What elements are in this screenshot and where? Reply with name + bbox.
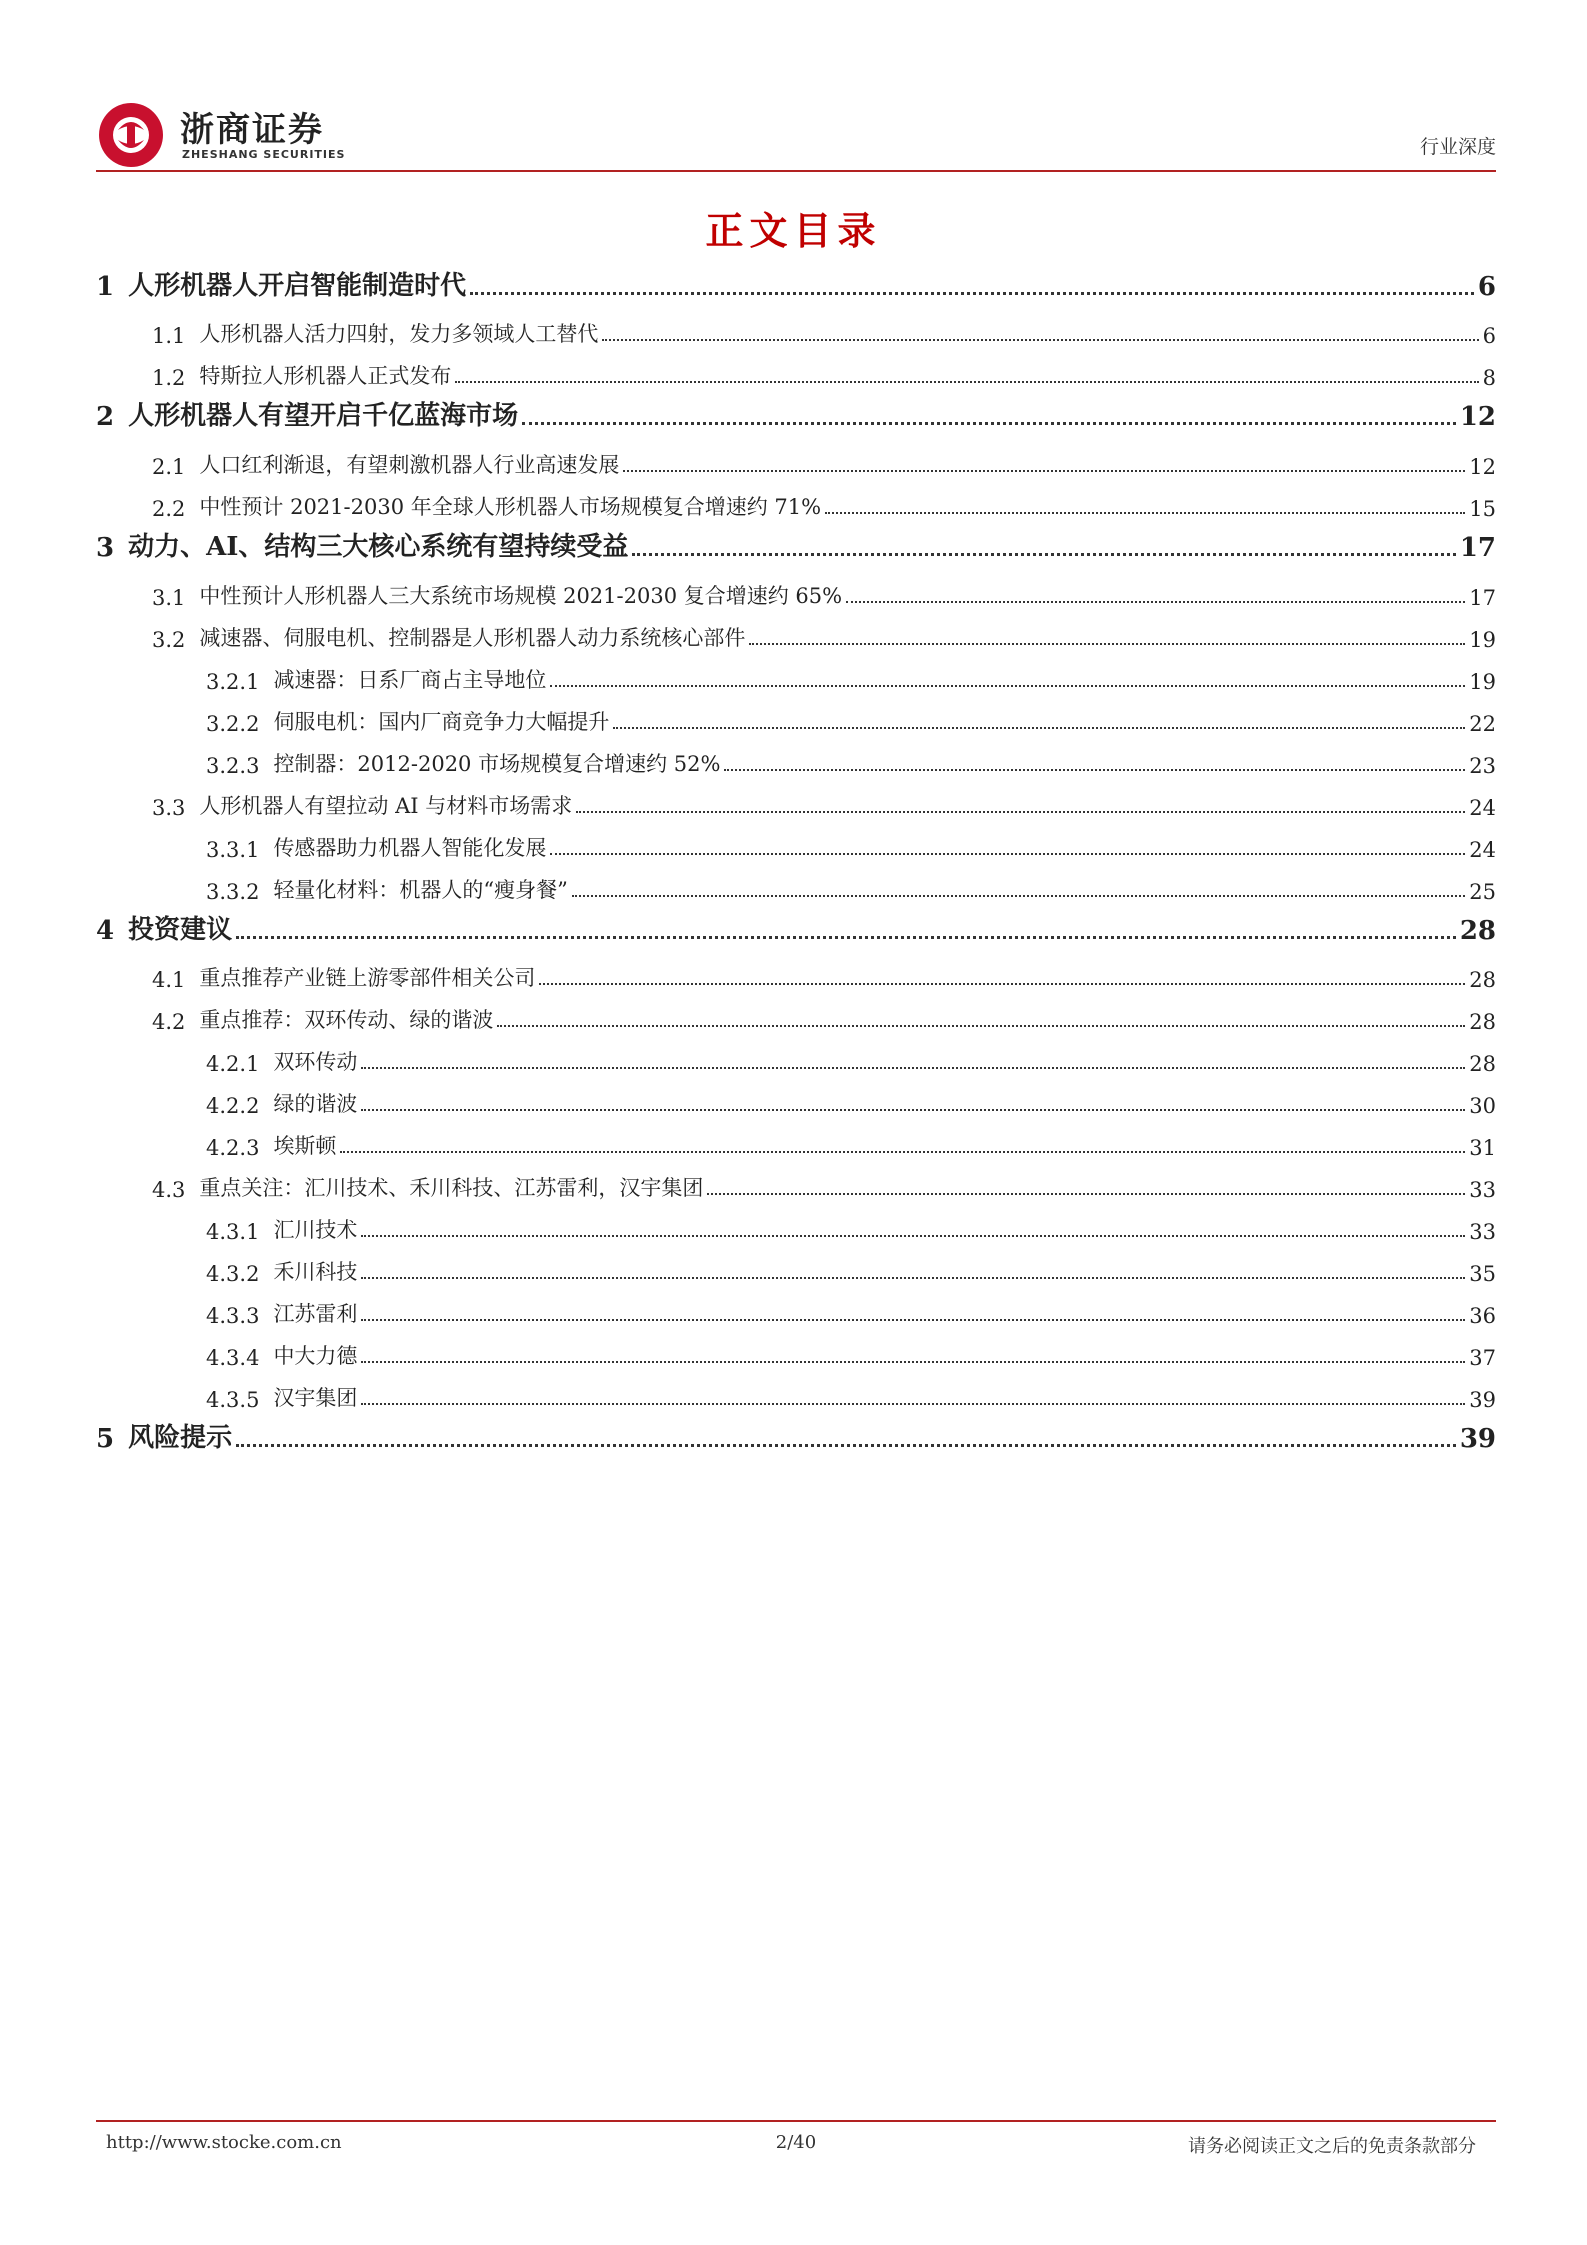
toc-entry-title: 绿的谐波 bbox=[273, 1092, 358, 1116]
toc-entry-number: 4 bbox=[96, 916, 115, 946]
toc-entry-page: 15 bbox=[1469, 497, 1496, 521]
toc-entry-title: 人形机器人开启智能制造时代 bbox=[128, 271, 467, 301]
toc-entry-number: 3.2.2 bbox=[206, 712, 260, 736]
toc-title: 正文目录 bbox=[705, 208, 882, 253]
toc-entry[interactable] bbox=[96, 830, 1496, 862]
toc-entry-title: 减速器、伺服电机、控制器是人形机器人动力系统核心部件 bbox=[199, 626, 746, 650]
toc-entry-number: 1.2 bbox=[152, 366, 186, 390]
toc-entry-number: 3.3.1 bbox=[206, 838, 260, 862]
toc-entry-number: 3.2.1 bbox=[206, 670, 260, 694]
toc-entry[interactable] bbox=[96, 270, 1496, 302]
toc-leader-dots bbox=[340, 1151, 1465, 1153]
toc-leader-dots bbox=[522, 422, 1456, 425]
toc-entry[interactable] bbox=[96, 358, 1496, 390]
toc-entry-page: 12 bbox=[1469, 455, 1496, 479]
toc-entry-number: 5 bbox=[96, 1424, 115, 1454]
toc-entry[interactable] bbox=[96, 1380, 1496, 1412]
toc-entry-page: 39 bbox=[1469, 1388, 1496, 1412]
toc-entry-number: 2.1 bbox=[152, 455, 186, 479]
logo-name-cn: 浙商证券 bbox=[180, 110, 324, 150]
toc-entry-page: 19 bbox=[1469, 628, 1496, 652]
toc-entry-title: 轻量化材料：机器人的“瘦身餐” bbox=[273, 878, 568, 902]
toc-entry[interactable] bbox=[96, 1044, 1496, 1076]
toc-entry-number: 4.3.5 bbox=[206, 1388, 260, 1412]
toc-entry-page: 8 bbox=[1482, 366, 1496, 390]
toc-entry-number: 1.1 bbox=[152, 324, 186, 348]
toc-entry-number: 3.3.2 bbox=[206, 880, 260, 904]
toc-entry-page: 19 bbox=[1469, 670, 1496, 694]
toc-leader-dots bbox=[632, 553, 1455, 556]
toc-entry-number: 3.2.3 bbox=[206, 754, 260, 778]
toc-entry-page: 24 bbox=[1469, 796, 1496, 820]
toc-entry-title: 双环传动 bbox=[273, 1050, 358, 1074]
toc-entry-title: 人形机器人有望开启千亿蓝海市场 bbox=[128, 401, 519, 431]
toc-entry-number: 2 bbox=[96, 402, 115, 432]
toc-entry[interactable] bbox=[96, 1128, 1496, 1160]
toc-entry-page: 31 bbox=[1469, 1136, 1496, 1160]
toc-leader-dots bbox=[602, 339, 1478, 341]
toc-leader-dots bbox=[724, 769, 1465, 771]
toc-entry-page: 28 bbox=[1459, 916, 1496, 946]
zheshang-logo-icon bbox=[96, 100, 166, 170]
toc-leader-dots bbox=[361, 1403, 1465, 1405]
toc-entry-page: 25 bbox=[1469, 880, 1496, 904]
toc-leader-dots bbox=[236, 1444, 1456, 1447]
toc-leader-dots bbox=[497, 1025, 1465, 1027]
toc-entry-number: 1 bbox=[96, 272, 115, 302]
toc-entry-number: 3.1 bbox=[152, 586, 186, 610]
toc-entry[interactable] bbox=[96, 788, 1496, 820]
toc-leader-dots bbox=[572, 895, 1465, 897]
toc-entry-title: 汇川技术 bbox=[273, 1218, 358, 1242]
toc-entry-page: 17 bbox=[1469, 586, 1496, 610]
toc-entry-title: 汉宇集团 bbox=[273, 1386, 358, 1410]
toc-entry[interactable] bbox=[96, 1170, 1496, 1202]
toc-entry-number: 4.3.3 bbox=[206, 1304, 260, 1328]
toc-leader-dots bbox=[361, 1277, 1465, 1279]
toc-entry-page: 39 bbox=[1459, 1424, 1496, 1454]
toc-entry-page: 28 bbox=[1469, 968, 1496, 992]
toc-entry-page: 33 bbox=[1469, 1220, 1496, 1244]
toc-leader-dots bbox=[361, 1235, 1465, 1237]
toc-entry[interactable] bbox=[96, 704, 1496, 736]
toc-entry[interactable] bbox=[96, 1212, 1496, 1244]
toc-entry[interactable] bbox=[96, 1086, 1496, 1118]
toc-leader-dots bbox=[550, 853, 1465, 855]
toc-entry-title: 江苏雷利 bbox=[273, 1302, 358, 1326]
toc-entry-number: 4.3.1 bbox=[206, 1220, 260, 1244]
toc-entry-page: 36 bbox=[1469, 1304, 1496, 1328]
toc-leader-dots bbox=[455, 381, 1478, 383]
toc-entry[interactable] bbox=[96, 662, 1496, 694]
toc-entry-page: 6 bbox=[1482, 324, 1496, 348]
toc-entry[interactable] bbox=[96, 746, 1496, 778]
toc-entry-title: 中性预计 2021-2030 年全球人形机器人市场规模复合增速约 71% bbox=[199, 495, 822, 519]
toc-entry[interactable] bbox=[96, 531, 1496, 563]
toc-leader-dots bbox=[749, 643, 1465, 645]
toc-entry[interactable] bbox=[96, 1422, 1496, 1454]
toc-entry-title: 中性预计人形机器人三大系统市场规模 2021-2030 复合增速约 65% bbox=[199, 584, 843, 608]
toc-leader-dots bbox=[613, 727, 1465, 729]
toc-leader-dots bbox=[236, 936, 1456, 939]
toc-entry-number: 4.2.3 bbox=[206, 1136, 260, 1160]
logo-name-en: ZHESHANG SECURITIES bbox=[182, 148, 346, 161]
toc-entry-title: 禾川科技 bbox=[273, 1260, 358, 1284]
toc-entry-page: 12 bbox=[1459, 402, 1496, 432]
toc-leader-dots bbox=[470, 292, 1474, 295]
toc-entry-page: 30 bbox=[1469, 1094, 1496, 1118]
toc-entry[interactable] bbox=[96, 620, 1496, 652]
toc-entry-page: 37 bbox=[1469, 1346, 1496, 1370]
footer-url[interactable]: http://www.stocke.com.cn bbox=[106, 2132, 342, 2153]
toc-entry[interactable] bbox=[96, 316, 1496, 348]
toc-entry-page: 35 bbox=[1469, 1262, 1496, 1286]
toc-entry-title: 中大力德 bbox=[273, 1344, 358, 1368]
toc-entry-number: 4.3.2 bbox=[206, 1262, 260, 1286]
toc-entry[interactable] bbox=[96, 914, 1496, 946]
toc-entry-title: 人口红利渐退，有望刺激机器人行业高速发展 bbox=[199, 453, 620, 477]
toc-entry-number: 3 bbox=[96, 533, 115, 563]
toc-entry-title: 伺服电机：国内厂商竞争力大幅提升 bbox=[273, 710, 610, 734]
toc-entry-page: 23 bbox=[1469, 754, 1496, 778]
toc-entry-number: 3.3 bbox=[152, 796, 186, 820]
toc-entry[interactable] bbox=[96, 578, 1496, 610]
toc-leader-dots bbox=[539, 983, 1465, 985]
toc-entry[interactable] bbox=[96, 400, 1496, 432]
toc-leader-dots bbox=[361, 1109, 1465, 1111]
toc-entry[interactable] bbox=[96, 1254, 1496, 1286]
toc-entry-title: 重点推荐产业链上游零部件相关公司 bbox=[199, 966, 536, 990]
toc-entry[interactable] bbox=[96, 447, 1496, 479]
toc-entry-number: 2.2 bbox=[152, 497, 186, 521]
document-type: 行业深度 bbox=[1419, 136, 1496, 158]
toc-leader-dots bbox=[846, 601, 1465, 603]
page-number: 2/40 bbox=[775, 2132, 817, 2153]
toc-entry-title: 投资建议 bbox=[128, 915, 233, 945]
toc-entry-title: 人形机器人活力四射，发力多领域人工替代 bbox=[199, 322, 599, 346]
toc-leader-dots bbox=[361, 1361, 1465, 1363]
toc-entry-page: 6 bbox=[1477, 272, 1496, 302]
footer-disclaimer: 请务必阅读正文之后的免责条款部分 bbox=[1188, 2136, 1476, 2157]
toc-entry-number: 4.2.2 bbox=[206, 1094, 260, 1118]
toc-entry[interactable] bbox=[96, 1002, 1496, 1034]
toc-entry-page: 22 bbox=[1469, 712, 1496, 736]
toc-leader-dots bbox=[361, 1319, 1465, 1321]
toc-entry-title: 人形机器人有望拉动 AI 与材料市场需求 bbox=[199, 794, 573, 818]
toc-entry-title: 减速器：日系厂商占主导地位 bbox=[273, 668, 547, 692]
toc-entry-number: 4.2 bbox=[152, 1010, 186, 1034]
toc-entry-title: 风险提示 bbox=[128, 1423, 233, 1453]
toc-entry-title: 重点推荐：双环传动、绿的谐波 bbox=[199, 1008, 494, 1032]
toc-entry[interactable] bbox=[96, 960, 1496, 992]
toc-entry[interactable] bbox=[96, 1296, 1496, 1328]
toc-entry-title: 传感器助力机器人智能化发展 bbox=[273, 836, 547, 860]
toc-leader-dots bbox=[825, 512, 1465, 514]
toc-entry-number: 3.2 bbox=[152, 628, 186, 652]
toc-entry-page: 33 bbox=[1469, 1178, 1496, 1202]
toc-entry[interactable] bbox=[96, 1338, 1496, 1370]
toc-entry-page: 28 bbox=[1469, 1010, 1496, 1034]
toc-entry-number: 4.1 bbox=[152, 968, 186, 992]
toc-entry[interactable] bbox=[96, 872, 1496, 904]
toc-leader-dots bbox=[707, 1193, 1465, 1195]
page-footer bbox=[96, 2120, 1496, 2162]
toc-entry-number: 4.3.4 bbox=[206, 1346, 260, 1370]
toc-entry-page: 24 bbox=[1469, 838, 1496, 862]
page-header bbox=[96, 96, 1496, 172]
toc-leader-dots bbox=[361, 1067, 1465, 1069]
toc-entry[interactable] bbox=[96, 489, 1496, 521]
toc-entry-title: 动力、AI、结构三大核心系统有望持续受益 bbox=[128, 532, 629, 562]
toc-entry-number: 4.3 bbox=[152, 1178, 186, 1202]
toc-leader-dots bbox=[550, 685, 1465, 687]
toc-leader-dots bbox=[576, 811, 1465, 813]
toc-entry-title: 控制器：2012-2020 市场规模复合增速约 52% bbox=[273, 752, 721, 776]
toc-entry-title: 特斯拉人形机器人正式发布 bbox=[199, 364, 452, 388]
toc-entry-title: 埃斯顿 bbox=[273, 1134, 337, 1158]
toc-entry-page: 17 bbox=[1459, 533, 1496, 563]
toc-entry-title: 重点关注：汇川技术、禾川科技、江苏雷利，汉宇集团 bbox=[199, 1176, 704, 1200]
toc-entry-page: 28 bbox=[1469, 1052, 1496, 1076]
toc-entry-number: 4.2.1 bbox=[206, 1052, 260, 1076]
toc-leader-dots bbox=[623, 470, 1465, 472]
